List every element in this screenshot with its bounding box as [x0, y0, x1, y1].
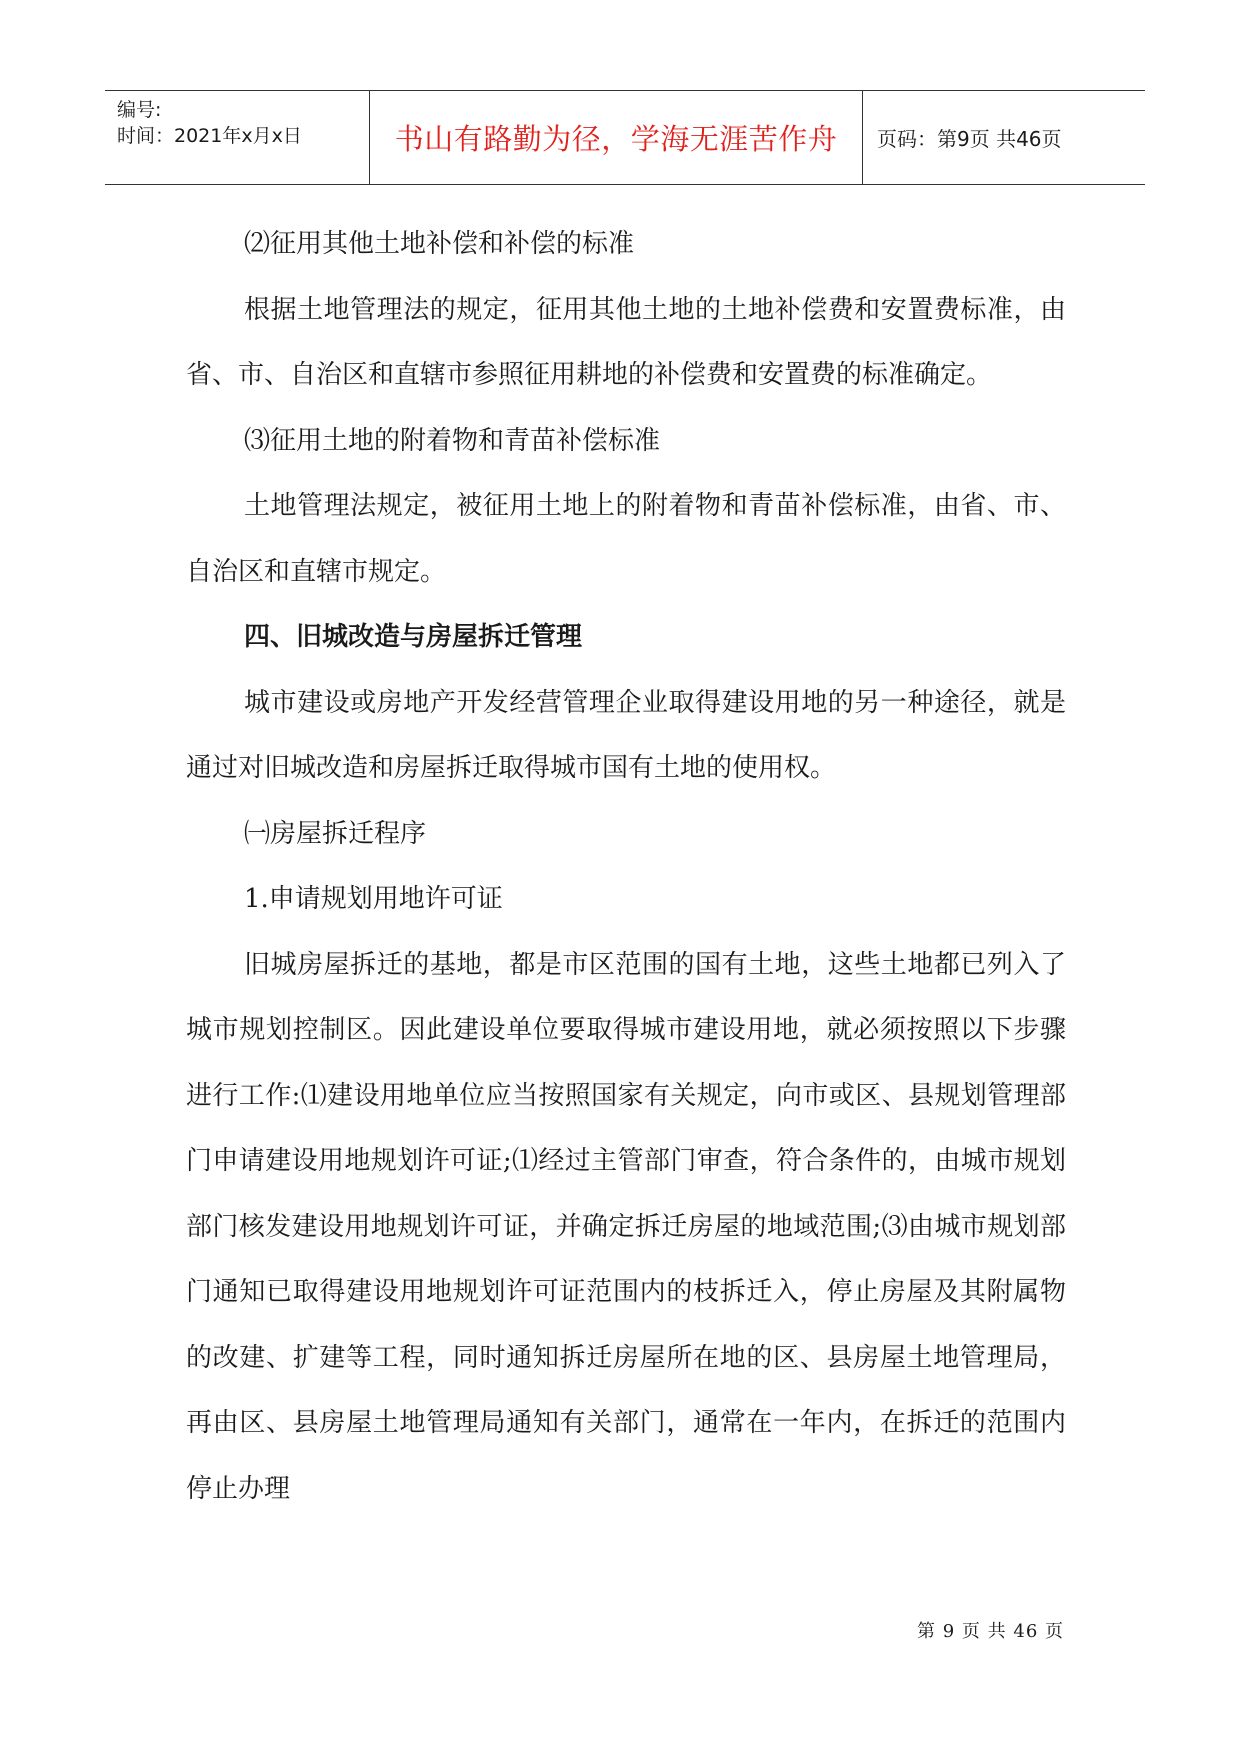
document-header [105, 90, 1145, 185]
document-time-label: 时间：2021年x月x日 [117, 125, 302, 147]
header-motto-cell [370, 91, 863, 184]
document-body [186, 212, 1066, 1522]
subheading-paragraph: ㈠房屋拆迁程序 [244, 818, 427, 849]
body-paragraph: 城市建设或房地产开发经营管理企业取得建设用地的另一种途径，就是通过对旧城改造和房屋拆迁取得城市国有土地的使用权。 [186, 687, 1066, 783]
body-paragraph: 土地管理法规定，被征用土地上的附着物和青苗补偿标准，由省、市、自治区和直辖市规定。 [186, 491, 1066, 587]
section-heading: 四、旧城改造与房屋拆迁管理 [244, 622, 583, 652]
header-meta-cell [105, 91, 370, 184]
subheading-paragraph: ⑶征用土地的附着物和青苗补偿标准 [244, 425, 661, 456]
page-footer: 第 9 页 共 46 页 [917, 1621, 1064, 1642]
body-paragraph: 旧城房屋拆迁的基地，都是市区范围的国有土地，这些土地都已列入了城市规划控制区。因此建设单位要取得城市建设用地，就必须按照以下步骤进行工作:⑴建设用地单位应当按照国家有关规定，向市或区、县规划管理部门申请建设用地规划许可证;⑴经过主管部门审查，符合条件的，由城市规划部门核发建设用地规划许可证，并确定拆迁房屋的地域范围;⑶由城市规划部门通知已取得建设用地规划许可证范围内的枝拆迁入，停止房屋及其附属物的改建、扩建等工程，同时通知拆迁房屋所在地的区、县房屋土地管理局，再由区、县房屋土地管理局通知有关部门，通常在一年内，在拆迁的范围内停止办理 [186, 949, 1066, 1504]
header-page-cell [863, 91, 1145, 184]
subheading-paragraph: 1.申请规划用地许可证 [244, 884, 503, 914]
header-page-number: 页码：第9页 共46页 [877, 127, 1062, 151]
document-number-label: 编号: [117, 99, 162, 121]
subheading-paragraph: ⑵征用其他土地补偿和补偿的标准 [244, 229, 635, 259]
header-motto: 书山有路勤为径，学海无涯苦作舟 [394, 122, 838, 156]
body-paragraph: 根据土地管理法的规定，征用其他土地的土地补偿费和安置费标准，由省、市、自治区和直辖市参照征用耕地的补偿费和安置费的标准确定。 [186, 294, 1066, 390]
